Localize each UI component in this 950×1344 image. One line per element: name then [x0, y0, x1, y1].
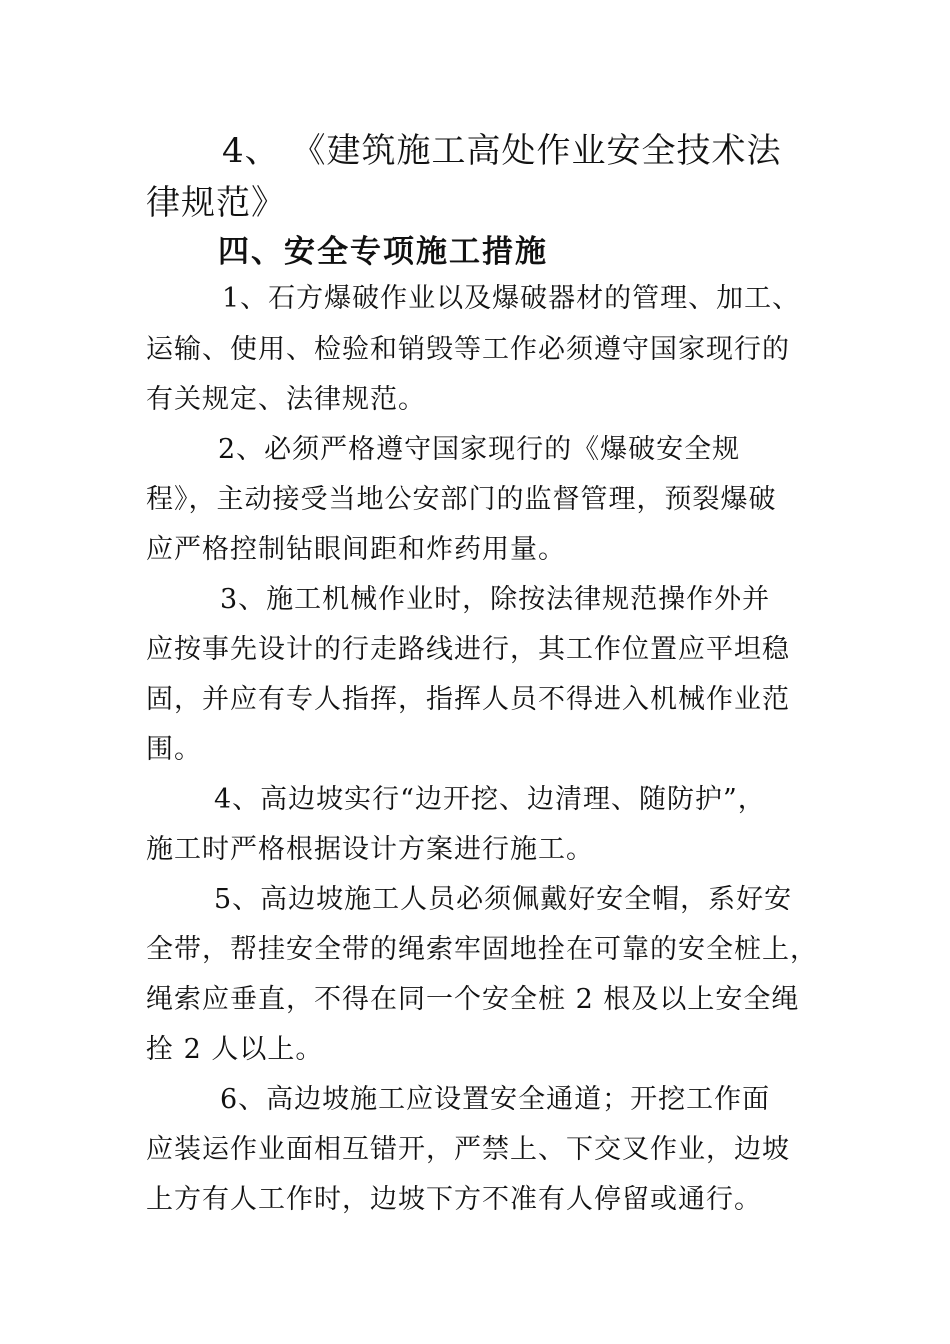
paragraph-line: 运输、使用、检验和销毁等工作必须遵守国家现行的	[146, 334, 790, 365]
paragraph-line: 程》，主动接受当地公安部门的监督管理，预裂爆破	[146, 484, 777, 515]
item4-title-line1: 4、 《建筑施工高处作业安全技术法	[222, 131, 782, 171]
paragraph-line: 应严格控制钻眼间距和炸药用量。	[146, 534, 566, 565]
paragraph-line: 有关规定、法律规范。	[146, 384, 426, 415]
paragraph-line: 全带，帮挂安全带的绳索牢固地拴在可靠的安全桩上，	[146, 934, 818, 965]
paragraph-line: 上方有人工作时，边坡下方不准有人停留或通行。	[146, 1184, 762, 1215]
paragraph-line: 应按事先设计的行走路线进行，其工作位置应平坦稳	[146, 634, 790, 665]
paragraph-line: 绳索应垂直，不得在同一个安全桩 2 根及以上安全绳	[146, 984, 800, 1015]
paragraph-line: 固，并应有专人指挥，指挥人员不得进入机械作业范	[146, 684, 790, 715]
item4-title-line2: 律规范》	[146, 183, 286, 223]
paragraph-line: 应装运作业面相互错开，严禁上、下交叉作业，边坡	[146, 1134, 790, 1165]
paragraph-line: 5、高边坡施工人员必须佩戴好安全帽，系好安	[214, 884, 793, 915]
paragraph-line: 6、高边坡施工应设置安全通道；开挖工作面	[220, 1084, 771, 1115]
section-heading: 四、安全专项施工措施	[218, 234, 548, 270]
paragraph-line: 拴 2 人以上。	[146, 1034, 324, 1065]
paragraph-line: 1、石方爆破作业以及爆破器材的管理、加工、	[222, 283, 801, 314]
paragraph-line: 围。	[146, 734, 202, 765]
paragraph-line: 施工时严格根据设计方案进行施工。	[146, 834, 594, 865]
paragraph-line: 3、施工机械作业时，除按法律规范操作外并	[220, 584, 771, 615]
paragraph-line: 4、高边坡实行“边开挖、边清理、随防护”，	[214, 784, 766, 815]
paragraph-line: 2、必须严格遵守国家现行的《爆破安全规	[218, 434, 741, 465]
